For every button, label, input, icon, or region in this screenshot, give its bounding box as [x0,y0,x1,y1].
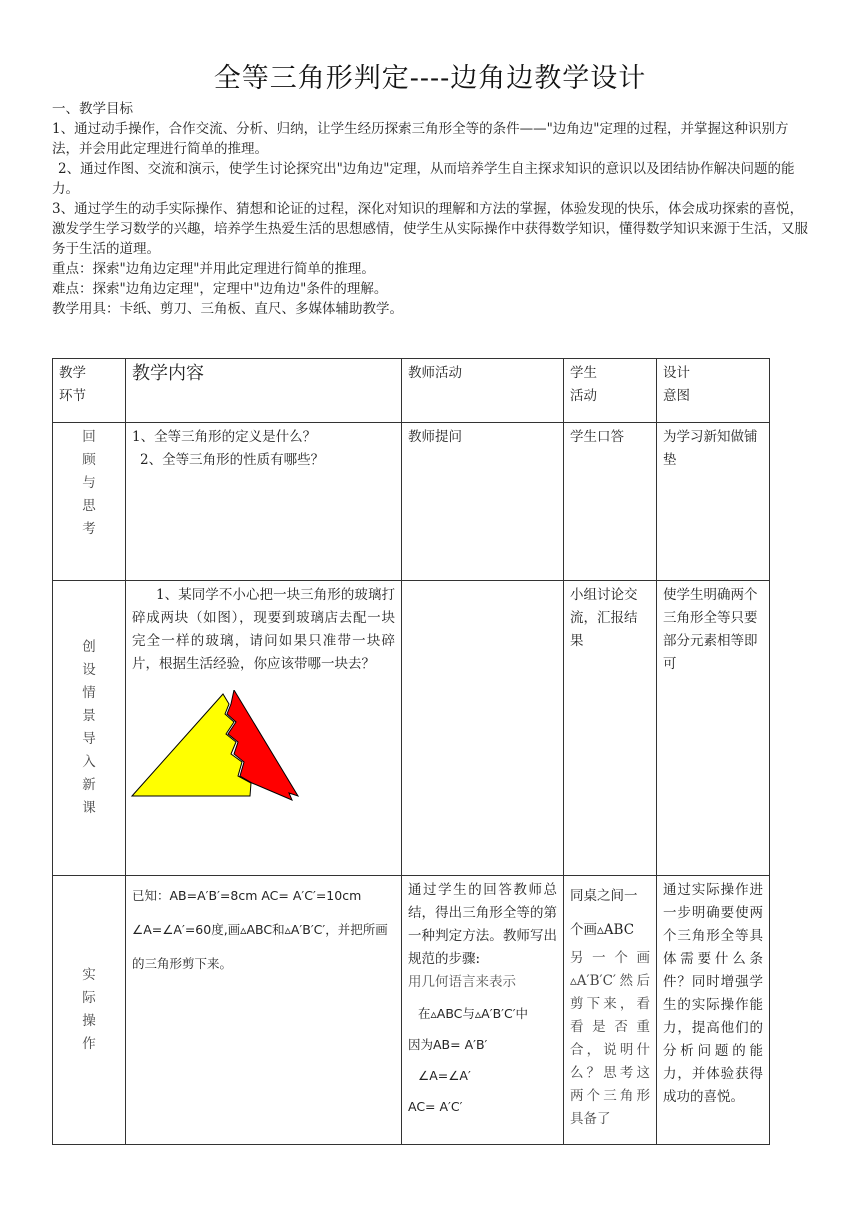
given-conditions: 已知：AB=A′B′=8cm AC= A′C′=10cm ∠A=∠A′=60度,画▵ABC和▵A′B′C′，并把所画的三角形剪下来。 [132,888,388,971]
table-row [53,876,770,1145]
teacher-summary: 通过学生的回答教师总结，得出三角形全等的第一种判定方法。教师写出规范的步骤: [408,882,557,967]
broken-glass-illustration [128,690,308,802]
review-content: 1、全等三角形的定义是什么？ 2、全等三角形的性质有哪些？ [126,423,402,581]
student-task-1: 同桌之间一个画▵ABC [570,888,638,938]
header-teacher: 教师活动 [402,359,564,423]
stage-practice: 实 际 操 作 [53,876,126,1145]
difficulty: 难点：探索"边角边定理"，定理中"边角边"条件的理解。 [52,281,388,297]
student-task-2: 另一个画▵A′B′C′然后剪下来，看看是否重合，说明什么？思考这两个三角形具备了 [570,950,650,1127]
situation-intent: 使学生明确两个三角形全等只要部分元素相等即可 [657,581,770,876]
objectives-section [52,99,814,319]
practice-teacher [402,876,564,1145]
practice-intent: 通过实际操作进一步明确要使两个三角形全等具体需要什么条件？同时增强学生的实际操作能力，提高他们的分析问题的能力，并体验获得成功的喜悦。 [657,876,770,1145]
broken-glass-figure [128,690,395,810]
geometry-language-label: 用几何语言来表示 [408,974,516,990]
table-row [53,581,770,876]
situation-student: 小组讨论交流，汇报结果 [564,581,657,876]
proof-step-1: 在▵ABC与▵A′B′C′中 [418,1006,529,1021]
practice-student [564,876,657,1145]
objective-1: 1、通过动手操作，合作交流、分析、归纳，让学生经历探索三角形全等的条件——"边角边"定理的过程，并掌握这种识别方法，并会用此定理进行简单的推理。 [52,121,789,157]
situation-teacher [402,581,564,876]
header-content: 教学内容 [126,359,402,423]
header-stage: 教学 环节 [53,359,126,423]
situation-content [126,581,402,876]
page-title: 全等三角形判定----边角边教学设计 [213,63,647,94]
objectives-heading: 一、教学目标 [52,101,133,117]
table-row [53,423,770,581]
proof-step-4: AC= A′C′ [408,1099,463,1114]
objective-2: 2、通过作图、交流和演示，使学生讨论探究出"边角边"定理，从而培养学生自主探求知识的意识以及团结协作解决问题的能力。 [52,161,795,197]
review-teacher: 教师提问 [402,423,564,581]
proof-step-3: ∠A=∠A′ [418,1068,471,1083]
header-student: 学生 活动 [564,359,657,423]
teaching-tools: 教学用具：卡纸、剪刀、三角板、直尺、多媒体辅助教学。 [52,301,403,317]
objective-3: 3、通过学生的动手实际操作、猜想和论证的过程，深化对知识的理解和方法的掌握，体验发现的快乐，体会成功探索的喜悦，激发学生学习数学的兴趣，培养学生热爱生活的思想感情，使学生从实际操作中获得数学知识，懂得数学知识来源于生活，又服务于生活的道理。 [52,201,808,257]
key-point: 重点：探索"边角边定理"并用此定理进行简单的推理。 [52,261,375,277]
stage-situation: 创 设 情 景 导 入 新 课 [53,581,126,876]
stage-review: 回 顾 与 思 考 [53,423,126,581]
table-header-row [53,359,770,423]
review-intent: 为学习新知做铺垫 [657,423,770,581]
practice-content [126,876,402,1145]
glass-problem-text: 1、某同学不小心把一块三角形的玻璃打碎成两块（如图），现要到玻璃店去配一块完全一样的玻璃，请问如果只准带一块碎片，根据生活经验，你应该带哪一块去？ [132,587,395,672]
lesson-table [52,358,770,1145]
review-student: 学生口答 [564,423,657,581]
proof-step-2: 因为AB= A′B′ [408,1037,488,1052]
header-intent: 设计 意图 [657,359,770,423]
